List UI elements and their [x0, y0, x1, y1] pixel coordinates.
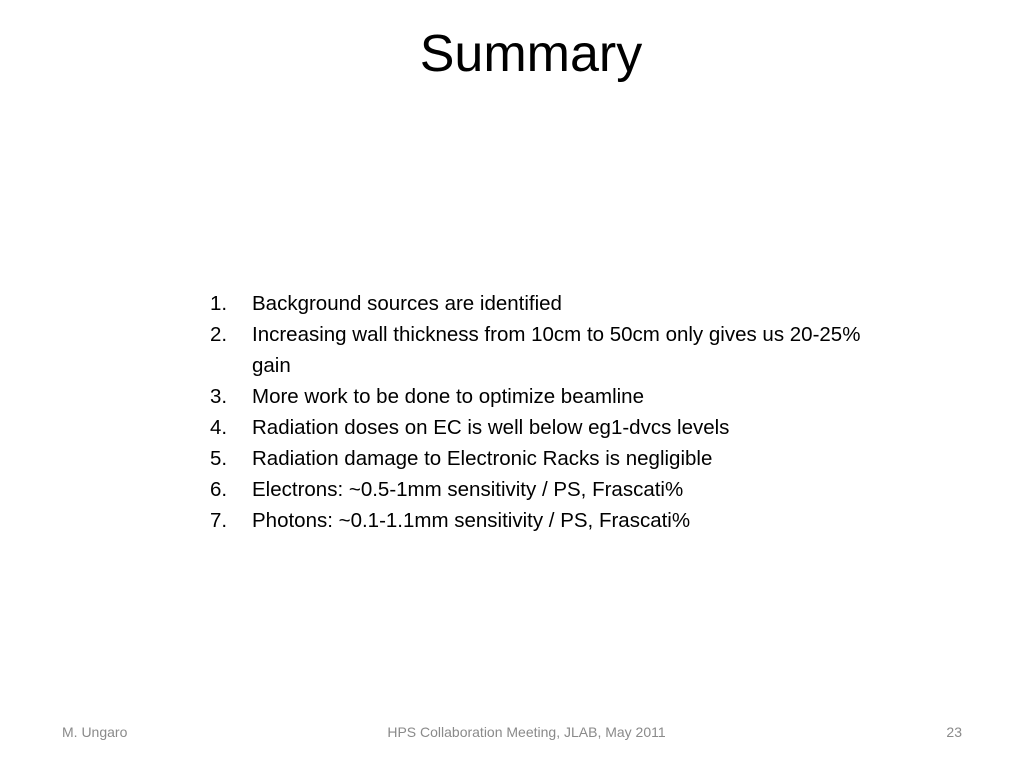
- list-item-text: Radiation damage to Electronic Racks is negligible: [252, 447, 713, 470]
- list-item-number: 3.: [210, 385, 228, 408]
- list-item: [210, 412, 870, 443]
- list-item-number: 1.: [210, 292, 228, 315]
- footer-page-number: 23: [946, 724, 962, 740]
- list-item-text: Background sources are identified: [252, 292, 562, 315]
- slide-title: Summary: [419, 25, 643, 83]
- list-item-number: 2.: [210, 323, 228, 346]
- list-item-number: 6.: [210, 478, 228, 501]
- list-item-number: 7.: [210, 509, 228, 532]
- list-item-text: Increasing wall thickness from 10cm to 50cm only gives us 20-25% gain: [252, 323, 861, 377]
- footer-author: M. Ungaro: [62, 724, 128, 740]
- list-item-number: 5.: [210, 447, 228, 470]
- summary-list: [210, 288, 870, 536]
- list-item-text: Electrons: ~0.5-1mm sensitivity / PS, Frascati%: [252, 478, 684, 501]
- list-item-text: Radiation doses on EC is well below eg1-dvcs levels: [252, 416, 730, 439]
- summary-list-container: [210, 288, 870, 536]
- list-item: [210, 381, 870, 412]
- list-item: [210, 474, 870, 505]
- list-item-text: Photons: ~0.1-1.1mm sensitivity / PS, Frascati%: [252, 509, 691, 532]
- footer-event: HPS Collaboration Meeting, JLAB, May 2011: [387, 724, 666, 740]
- list-item-number: 4.: [210, 416, 228, 439]
- list-item: [210, 288, 870, 319]
- list-item: [210, 505, 870, 536]
- list-item: [210, 319, 870, 381]
- list-item-text: More work to be done to optimize beamline: [252, 385, 644, 408]
- list-item: [210, 443, 870, 474]
